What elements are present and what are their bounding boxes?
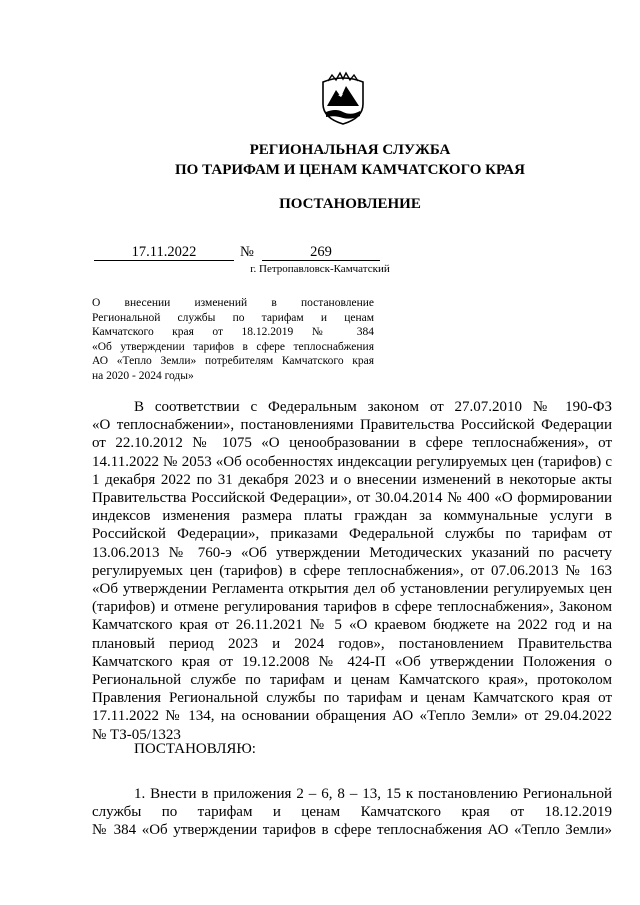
preamble-paragraph bbox=[92, 398, 612, 744]
body-line: плановый период 2023 и 2024 годов», постановлением Правительства bbox=[92, 635, 612, 652]
document-number: 269 bbox=[262, 244, 380, 261]
document-date: 17.11.2022 bbox=[94, 244, 234, 261]
subject-line: Региональной службы по тарифам и ценам bbox=[92, 311, 374, 324]
body-line: 17.11.2022 № 134, на основании обращения АО «Тепло Земли» от 29.04.2022 bbox=[92, 708, 612, 725]
number-sign: № bbox=[240, 244, 254, 260]
body-line: Региональной службе по тарифам и ценам Камчатского края», протоколом bbox=[92, 672, 612, 689]
body-line: 13.06.2013 № 760-э «Об утверждении Методических указаний по расчету bbox=[92, 544, 612, 561]
resolution-heading: ПОСТАНОВЛЯЮ: bbox=[134, 741, 256, 757]
body-line: № ТЗ-05/1323 bbox=[92, 726, 181, 743]
body-line: 14.11.2022 № 2053 «Об особенностях индексации регулируемых цен (тарифов) с bbox=[92, 453, 612, 470]
item-line: № 384 «Об утверждении тарифов в сфере теплоснабжения АО «Тепло Земли» bbox=[92, 822, 612, 839]
body-line: «Об утверждении Регламента открытия дел об установлении регулируемых цен bbox=[92, 581, 612, 598]
document-type: ПОСТАНОВЛЕНИЕ bbox=[279, 196, 421, 212]
body-line: В соответствии с Федеральным законом от 27.07.2010 № 190-ФЗ bbox=[134, 399, 612, 415]
body-line: Правления Региональной службы по тарифам и ценам Камчатского края от bbox=[92, 690, 612, 707]
body-line: индексов изменения размера платы граждан за коммунальные услуги в bbox=[92, 508, 612, 525]
body-line: Российской Федерации», приказами Федеральной службы по тарифам от bbox=[92, 526, 612, 543]
subject-line: «Об утверждении тарифов в сфере теплоснабжения bbox=[92, 340, 374, 353]
organization-name bbox=[60, 140, 640, 180]
document-city: г. Петропавловск-Камчатский bbox=[250, 263, 390, 275]
body-line: от 22.10.2012 № 1075 «О ценообразовании в сфере теплоснабжения», от bbox=[92, 435, 612, 452]
body-line: (тарифов) и отмене регулирования тарифов в сфере теплоснабжения», Законом bbox=[92, 599, 612, 616]
organization-line-1: РЕГИОНАЛЬНАЯ СЛУЖБА bbox=[249, 142, 451, 158]
body-line: Правительства Российской Федерации», от 30.04.2014 № 400 «О формировании bbox=[92, 490, 612, 507]
organization-line-2: ПО ТАРИФАМ И ЦЕНАМ КАМЧАТСКОГО КРАЯ bbox=[175, 162, 525, 178]
subject-line: на 2020 - 2024 годы» bbox=[92, 369, 194, 382]
body-line: Камчатского края от 26.11.2021 № 5 «О краевом бюджете на 2022 год и на bbox=[92, 617, 612, 634]
subject-line: АО «Тепло Земли» потребителям Камчатского края bbox=[92, 355, 374, 368]
kamchatka-coat-of-arms-icon bbox=[318, 70, 368, 126]
body-line: регулируемых цен (тарифов) в сфере теплоснабжения», от 07.06.2013 № 163 bbox=[92, 562, 612, 579]
subject-line: О внесении изменений в постановление bbox=[92, 297, 374, 309]
subject-line: Камчатского края от 18.12.2019 № 384 bbox=[92, 326, 374, 339]
item-line: службы по тарифам и ценам Камчатского края от 18.12.2019 bbox=[92, 804, 612, 821]
resolution-item-1 bbox=[92, 785, 612, 840]
body-line: 1 декабря 2022 по 31 декабря 2023 и о внесении изменений в некоторые акты bbox=[92, 471, 612, 488]
body-line: «О теплоснабжении», постановлениями Правительства Российской Федерации bbox=[92, 417, 612, 434]
item-line: 1. Внести в приложения 2 – 6, 8 – 13, 15 к постановлению Региональной bbox=[134, 786, 612, 802]
document-subject bbox=[92, 296, 374, 384]
body-line: Камчатского края от 19.12.2008 № 424-П «Об утверждении Положения о bbox=[92, 653, 612, 670]
